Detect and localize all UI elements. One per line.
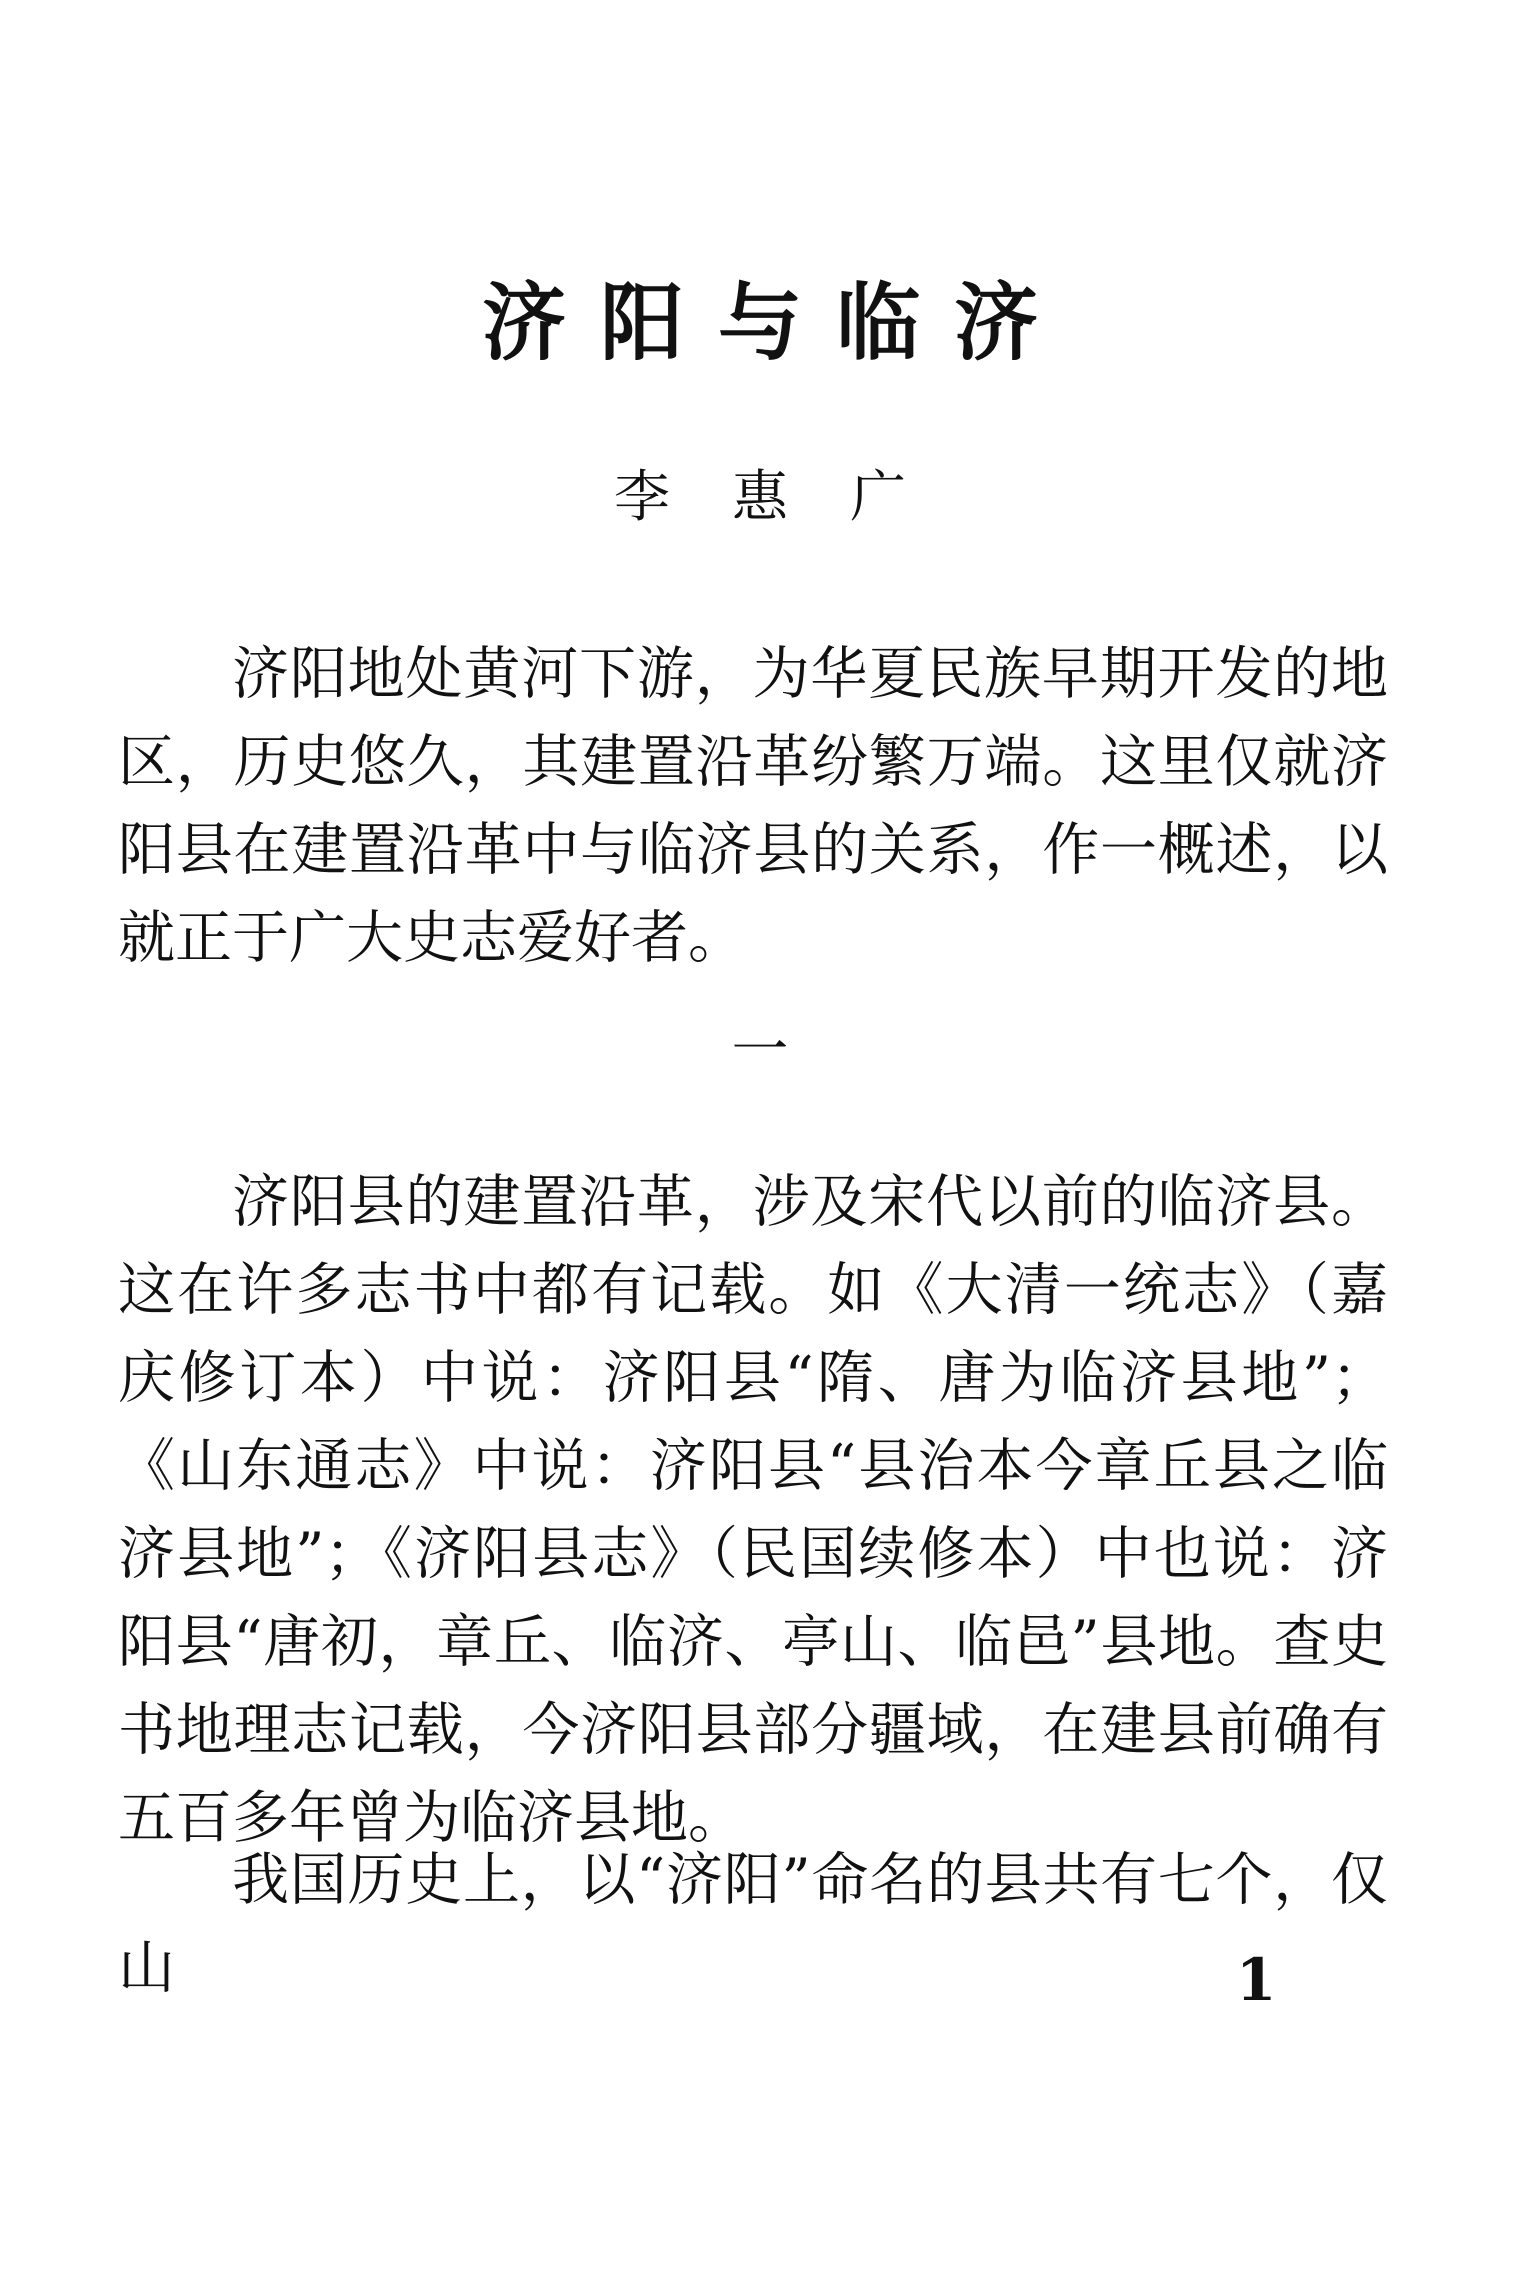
article-title: 济阳与临济 [481, 273, 1072, 372]
page-number: 1 [1236, 1946, 1277, 2014]
body-paragraph: 我国历史上，以“济阳”命名的县共有七个，仅山 [118, 1847, 1388, 2001]
intro-paragraph: 济阳地处黄河下游，为华夏民族早期开发的地区，历史悠久，其建置沿革纷繁万端。这里仅就济阳县在建置沿革中与临济县的关系，作一概述，以就正于广大史志爱好者。 [118, 641, 1388, 971]
body-paragraph: 济阳县的建置沿革，涉及宋代以前的临济县。这在许多志书中都有记载。如《大清一统志》（嘉庆修订本）中说：济阳县“隋、唐为临济县地”；《山东通志》中说：济阳县“县治本今章丘县之临济县地”；《济阳县志》（民国续修本）中也说：济阳县“唐初，章丘、临济、亭山、临邑”县地。查史书地理志记载，今济阳县部分疆域，在建县前确有五百多年曾为临济县地。 [118, 1169, 1388, 1851]
author-name: 李惠广 [614, 465, 968, 530]
section-number: 一 [731, 1017, 789, 1083]
